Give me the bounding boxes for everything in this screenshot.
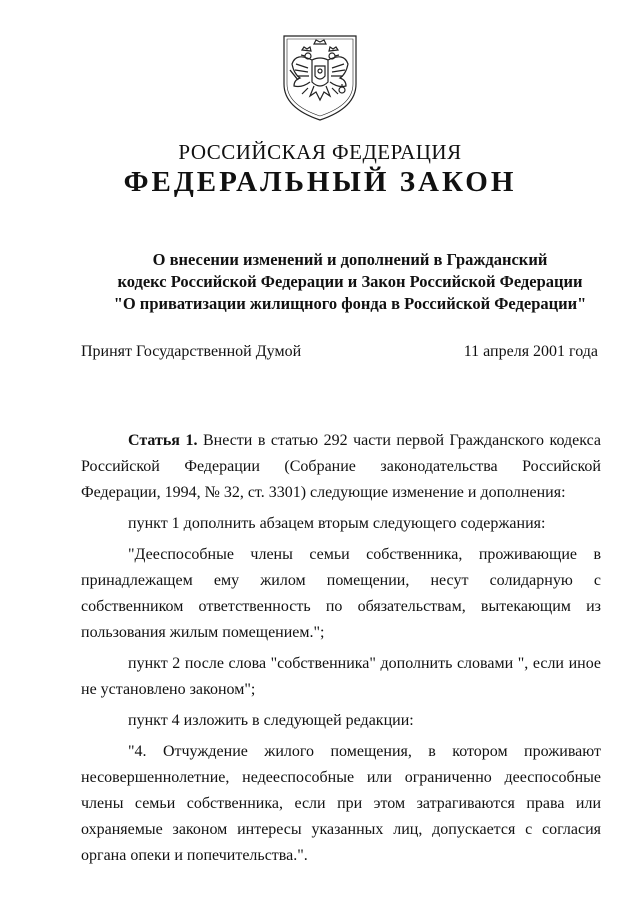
paragraph: "4. Отчуждение жилого помещения, в котором проживают несовершеннолетние, недееспособные или ограниченно дееспособные члены семьи собственника, если при этом затрагиваются права или охраняемые законом интересы указанных лиц, допускается с согласия органа опеки и попечительства.". bbox=[81, 743, 601, 864]
article-intro-text: Внести в статью 292 части первой Гражданского кодекса Российской Федерации (Собрание законодательства Российской Федерации, 1994, № 32, ст. 3301) следующие изменение и дополнения: bbox=[81, 432, 601, 501]
coat-of-arms-icon bbox=[280, 30, 360, 124]
title-line: "О приватизации жилищного фонда в Российской Федерации" bbox=[113, 294, 587, 313]
article-label: Статья 1. bbox=[128, 432, 198, 449]
country-name: РОССИЙСКАЯ ФЕДЕРАЦИЯ bbox=[178, 140, 462, 164]
document-type: ФЕДЕРАЛЬНЫЙ ЗАКОН bbox=[123, 166, 517, 198]
paragraph: "Дееспособные члены семьи собственника, проживающие в принадлежащем ему жилом помещении, несут солидарную с собственником ответственность по обязательствам, вытекающим из пользования жилым помещением."; bbox=[81, 546, 601, 641]
article-1 bbox=[81, 428, 601, 869]
law-title bbox=[0, 249, 640, 315]
title-line: О внесении изменений и дополнений в Гражданский bbox=[152, 250, 548, 269]
title-line: кодекс Российской Федерации и Закон Российской Федерации bbox=[117, 272, 583, 291]
adopted-by: Принят Государственной Думой bbox=[81, 343, 302, 360]
article-intro bbox=[81, 428, 601, 506]
paragraph: пункт 4 изложить в следующей редакции: bbox=[128, 712, 414, 729]
paragraph: пункт 2 после слова "собственника" дополнить словами ", если иное не установлено законом"; bbox=[81, 655, 601, 698]
adoption-date: 11 апреля 2001 года bbox=[463, 343, 598, 360]
paragraph: пункт 1 дополнить абзацем вторым следующего содержания: bbox=[128, 515, 546, 532]
